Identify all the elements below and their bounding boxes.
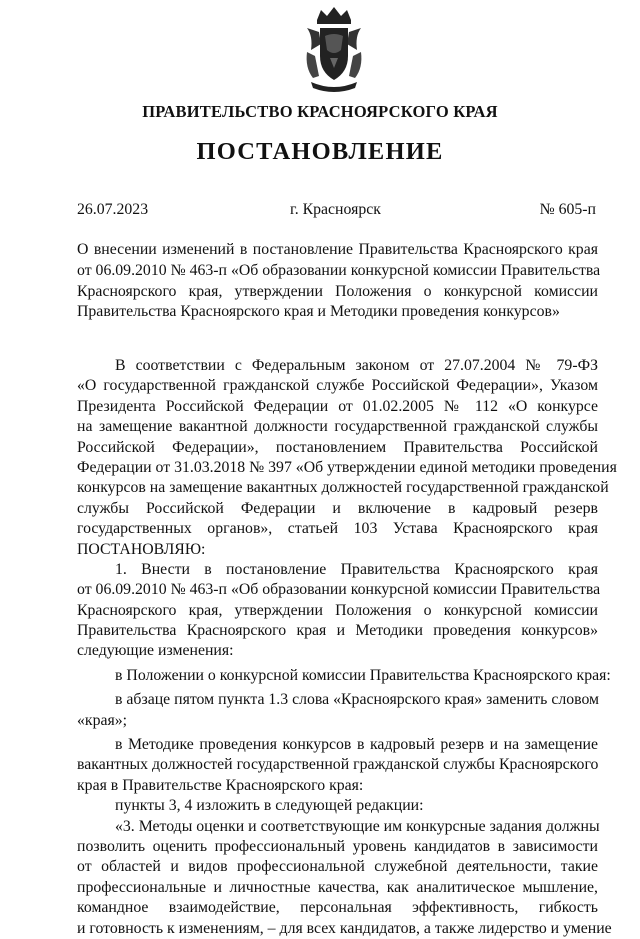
quote-line: позволить оценить профессиональный уровень кандидатов в зависимости	[77, 837, 598, 855]
preamble-line: Российской Федерации», постановлением Правительства Российской	[77, 438, 598, 456]
paragraph5-line: в абзаце пятом пункта 1.3 слова «Красноярского края» заменить словом	[115, 691, 600, 709]
preamble-line: конкурсов на замещение вакантных должностей государственной гражданской	[77, 479, 609, 497]
subject-line: Правительства Красноярского края и Методики проведения конкурсов»	[77, 303, 560, 321]
item1-line: от 06.09.2010 № 463-п «Об образовании конкурсной комиссии Правительства	[77, 581, 601, 599]
position-line: в Положении о конкурсной комиссии Правительства Красноярского края:	[115, 666, 611, 684]
document-type-title: ПОСТАНОВЛЕНИЕ	[196, 138, 444, 165]
item1-line: 1. Внести в постановление Правительства Красноярского края	[115, 560, 598, 578]
preamble-line: на замещение вакантной должности государственной гражданской службы	[77, 418, 598, 436]
item1-line: следующие изменения:	[77, 642, 234, 660]
preamble-line: государственных органов», статьей 103 Устава Красноярского края	[77, 520, 598, 538]
quote-line: и готовность к изменениям, – для всех кандидатов, а также лидерство и умение	[77, 919, 612, 937]
document-city: г. Красноярск	[290, 201, 381, 218]
preamble-line: Федерации от 31.03.2018 № 397 «Об утверждении единой методики проведения	[77, 458, 617, 476]
points-line: пункты 3, 4 изложить в следующей редакции:	[115, 797, 424, 815]
methodology-line: в Методике проведения конкурсов в кадровый резерв и на замещение	[115, 736, 598, 754]
subject-line: от 06.09.2010 № 463-п «Об образовании конкурсной комиссии Правительства	[77, 261, 601, 279]
paragraph5-line: «края»;	[77, 711, 128, 729]
methodology-line: края в Правительстве Красноярского края:	[77, 776, 364, 794]
methodology-line: вакантных должностей государственной гражданской службы Красноярского	[77, 756, 599, 774]
item1-line: Красноярского края, утверждении Положения о конкурсной комиссии	[77, 601, 598, 619]
quote-line: командное взаимодействие, персональная эффективность, гибкость	[77, 899, 598, 917]
issuer-title: ПРАВИТЕЛЬСТВО КРАСНОЯРСКОГО КРАЯ	[142, 102, 498, 121]
quote-line: «3. Методы оценки и соответствующие им конкурсные задания должны	[115, 817, 600, 835]
preamble-line: Президента Российской Федерации от 01.02.2005 № 112 «О конкурсе	[77, 397, 598, 415]
document-subject	[77, 240, 601, 323]
preamble-line: В соответствии с Федеральным законом от 27.07.2004 № 79-ФЗ	[115, 357, 598, 374]
document-date: 26.07.2023	[77, 201, 149, 218]
quote-line: профессиональные и личностные качества, как аналитическое мышление,	[77, 878, 598, 896]
preamble-line: «О государственной гражданской службе Российской Федерации», Указом	[77, 377, 598, 395]
subject-line: Красноярского края, утверждении Положения о конкурсной комиссии	[77, 282, 598, 300]
document-meta	[77, 201, 596, 219]
document-body	[77, 356, 617, 939]
preamble-line: службы Российской Федерации и включение в кадровый резерв	[77, 499, 598, 517]
item1-line: Правительства Красноярского края и Методики проведения конкурсов»	[77, 622, 598, 640]
quote-line: от областей и видов профессиональной служебной деятельности, такие	[77, 858, 598, 876]
document-number: № 605-п	[539, 201, 596, 218]
subject-line: О внесении изменений в постановление Правительства Красноярского края	[77, 241, 598, 258]
resolution-word: ПОСТАНОВЛЯЮ:	[77, 540, 206, 558]
coat-of-arms-icon	[303, 6, 365, 92]
